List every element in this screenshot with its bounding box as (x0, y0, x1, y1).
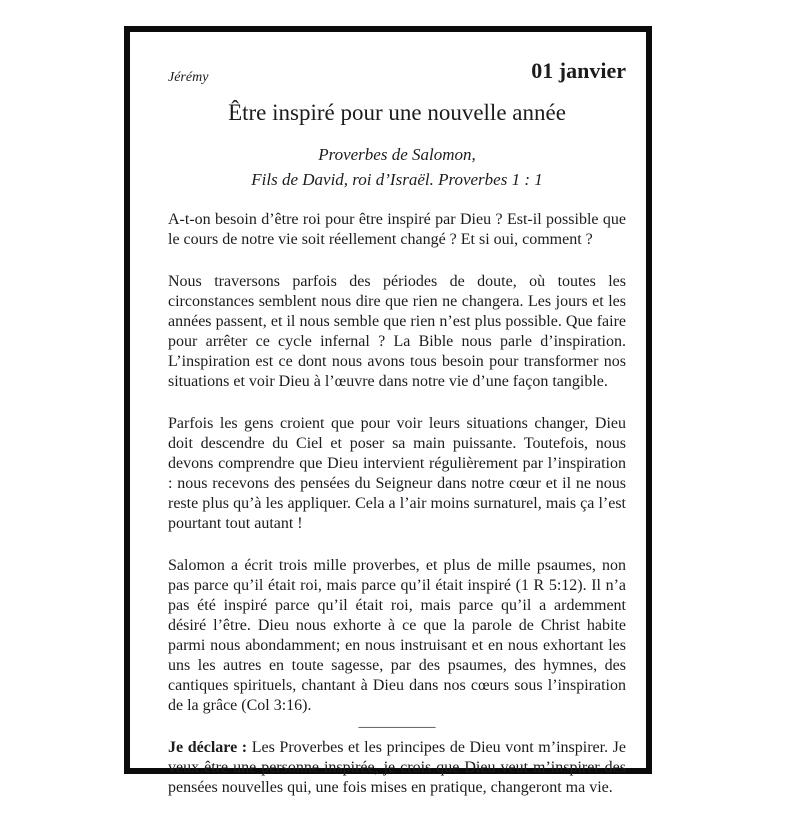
verse-line-1: Proverbes de Salomon, (318, 145, 476, 164)
page-title: Être inspiré pour une nouvelle année (228, 100, 566, 125)
verse-reference (168, 142, 626, 192)
paragraph-2: Nous traversons parfois des périodes de doute, où toutes les circonstances semblent nous dire que rien ne changera. Les jours et les années passent, et il nous semble que rien n’est plus possible. Que faire pour arrêter ce cycle infernal ? La Bible nous parle d’inspiration. L’inspiration est ce dont nous avons tous besoin pour transformer nos situations et voir Dieu à l’œuvre dans notre vie d’une façon tangible. (168, 273, 626, 390)
page-content (168, 50, 626, 796)
author-name: Jérémy (168, 70, 209, 85)
page-date: 01 janvier (531, 58, 626, 83)
declaration-label: Je déclare : (168, 739, 248, 756)
paragraph-3: Parfois les gens croient que pour voir leurs situations changer, Dieu doit descendre du Ciel et poser sa main puissante. Toutefois, nous devons comprendre que Dieu intervient régulièrement par l’inspiration : nous recevons des pensées du Seigneur dans notre cœur et il ne nous reste plus qu’à les appliquer. Cela a l’air moins surnaturel, mais ça l’est pourtant tout autant ! (168, 415, 626, 532)
declaration-text: Les Proverbes et les principes de Dieu vont m’inspirer. Je veux être une personne inspirée, je crois que Dieu veut m’inspirer des pensées nouvelles qui, une fois mises en pratique, changeront ma vie. (168, 739, 626, 796)
declaration (168, 738, 626, 798)
verse-line-2: Fils de David, roi d’Israël. Proverbes 1 : 1 (251, 170, 543, 189)
devotional-page (124, 26, 652, 796)
section-separator: ___________ (358, 715, 436, 730)
body-text (168, 210, 626, 820)
paragraph-4: Salomon a écrit trois mille proverbes, et plus de mille psaumes, non pas parce qu’il était roi, mais parce qu’il était inspiré (1 R 5:12). Il n’a pas été inspiré parce qu’il était roi, mais parce qu’il a ardemment désiré l’être. Dieu nous exhorte à ce que la parole de Christ habite parmi nous abondamment; en nous instruisant et en nous exhortant les uns les autres en toute sagesse, par des psaumes, des hymnes, des cantiques spirituels, chantant à Dieu dans nos cœurs sous l’inspiration de la grâce (Col 3:16). (168, 557, 626, 714)
paragraph-1: A-t-on besoin d’être roi pour être inspiré par Dieu ? Est-il possible que le cours de notre vie soit réellement changé ? Et si oui, comment ? (168, 211, 626, 248)
